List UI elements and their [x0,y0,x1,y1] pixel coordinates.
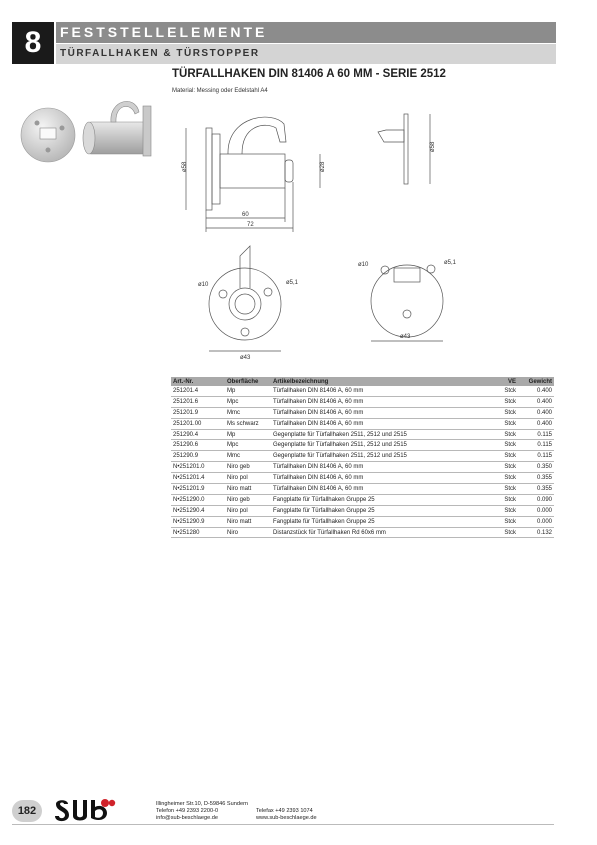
table-cell: 0.355 [518,484,554,495]
table-cell: N•251201.9 [171,484,225,495]
table-cell: 0.115 [518,451,554,462]
table-cell: 0.350 [518,462,554,473]
table-cell: N•251201.0 [171,462,225,473]
table-cell: Niro [225,527,271,538]
table-cell: Stck [492,418,518,429]
table-cell: Stck [492,396,518,407]
col-ve: VE [492,377,518,386]
table-cell: Fangplatte für Türfallhaken Gruppe 25 [271,516,492,527]
table-cell: Stck [492,407,518,418]
table-cell: Distanzstück für Türfallhaken Rd 60x6 mm [271,527,492,538]
table-cell: 251201.6 [171,396,225,407]
table-cell: 0.400 [518,418,554,429]
table-row [171,473,554,484]
table-cell: Mpc [225,396,271,407]
table-row [171,462,554,473]
footer-contact-block [256,808,317,822]
table-cell: Fangplatte für Türfallhaken Gruppe 25 [271,494,492,505]
table-row [171,396,554,407]
table-header-row [171,377,554,386]
section-title: FESTSTELLELEMENTE [56,22,556,43]
table-cell: Ms schwarz [225,418,271,429]
label-d10-left: ø10 [198,282,209,288]
page-number: 182 [12,800,42,822]
table-cell: Stck [492,516,518,527]
table-cell: Türfallhaken DIN 81406 A, 60 mm [271,484,492,495]
col-gewicht: Gewicht [518,377,554,386]
table-cell: 0.400 [518,407,554,418]
label-d51-right: ø5,1 [444,260,457,266]
label-d10-right: ø10 [358,262,369,268]
table-cell: Stck [492,440,518,451]
footer-phone: Telefon +49 2393 2200-0 [156,808,219,815]
table-row [171,386,554,396]
chapter-number: 8 [12,22,54,64]
table-cell: Stck [492,386,518,396]
table-cell: Gegenplatte für Türfallhaken 2511, 2512 und 2515 [271,429,492,440]
table-cell: Niro pol [225,505,271,516]
table-cell: Niro matt [225,484,271,495]
table-row [171,407,554,418]
table-cell: 251201.00 [171,418,225,429]
label-len72: 72 [247,222,254,228]
technical-drawing [172,96,472,366]
table-cell: Gegenplatte für Türfallhaken 2511, 2512 und 2515 [271,451,492,462]
footer-email[interactable]: info@sub-beschlaege.de [156,815,218,822]
footer-website[interactable]: www.sub-beschlaege.de [256,815,317,822]
subsection-title: TÜRFALLHAKEN & TÜRSTOPPER [56,44,556,64]
table-cell: Mpc [225,440,271,451]
table-cell: Türfallhaken DIN 81406 A, 60 mm [271,407,492,418]
label-d28: ø28 [320,161,326,172]
table-cell: 0.400 [518,396,554,407]
footer-fax: Telefax +49 2393 1074 [256,808,313,814]
col-oberflaeche: Oberfläche [225,377,271,386]
table-cell: Stck [492,505,518,516]
table-cell: Fangplatte für Türfallhaken Gruppe 25 [271,505,492,516]
table-cell: Türfallhaken DIN 81406 A, 60 mm [271,462,492,473]
table-row [171,516,554,527]
table-cell: Stck [492,462,518,473]
table-cell: Stck [492,473,518,484]
product-photo [15,90,165,170]
company-logo [54,798,116,824]
product-table [171,377,554,538]
table-cell: Mmc [225,407,271,418]
table-cell: Türfallhaken DIN 81406 A, 60 mm [271,473,492,484]
table-row [171,494,554,505]
table-cell: 251290.6 [171,440,225,451]
table-cell: Türfallhaken DIN 81406 A, 60 mm [271,418,492,429]
table-row [171,440,554,451]
table-cell: N•251290.9 [171,516,225,527]
table-cell: N•251280 [171,527,225,538]
table-row [171,429,554,440]
table-cell: 251201.4 [171,386,225,396]
table-cell: Mp [225,429,271,440]
footer-address-block [156,801,248,823]
table-cell: 0.400 [518,386,554,396]
table-cell: Stck [492,484,518,495]
table-cell: 251201.9 [171,407,225,418]
table-cell: Stck [492,451,518,462]
table-cell: Türfallhaken DIN 81406 A, 60 mm [271,386,492,396]
table-cell: Türfallhaken DIN 81406 A, 60 mm [271,396,492,407]
table-row [171,505,554,516]
table-cell: Stck [492,527,518,538]
table-cell: Niro matt [225,516,271,527]
label-d58-side: ø58 [182,161,188,172]
table-cell: 251290.9 [171,451,225,462]
table-cell: 0.000 [518,516,554,527]
table-cell: 0.355 [518,473,554,484]
table-cell: 251290.4 [171,429,225,440]
table-cell: Niro geb [225,494,271,505]
table-cell: 0.132 [518,527,554,538]
table-cell: Niro geb [225,462,271,473]
table-cell: Gegenplatte für Türfallhaken 2511, 2512 und 2515 [271,440,492,451]
label-d43-left: ø43 [240,355,251,361]
table-cell: Mp [225,386,271,396]
table-cell: 0.000 [518,505,554,516]
label-d58-right: ø58 [430,141,436,152]
table-cell: N•251290.0 [171,494,225,505]
footer-divider [12,824,554,825]
product-title: TÜRFALLHAKEN DIN 81406 A 60 MM - SERIE 2512 [172,68,446,80]
table-cell: 0.090 [518,494,554,505]
table-cell: Stck [492,494,518,505]
footer-address: Illingheimer Str.10, D-59846 Sundern [156,801,249,807]
table-row [171,451,554,462]
table-row [171,418,554,429]
table-cell: N•251201.4 [171,473,225,484]
table-cell: Stck [492,429,518,440]
table-cell: Niro pol [225,473,271,484]
material-note: Material: Messing oder Edelstahl A4 [172,88,268,94]
table-row [171,484,554,495]
col-art-nr: Art.-Nr. [171,377,225,386]
label-len60: 60 [242,212,249,218]
table-cell: N•251290.4 [171,505,225,516]
label-d51-left: ø5,1 [286,280,299,286]
table-cell: 0.115 [518,440,554,451]
col-artikelbezeichnung: Artikelbezeichnung [271,377,492,386]
label-d43-right: ø43 [400,334,411,340]
table-row [171,527,554,538]
table-cell: 0.115 [518,429,554,440]
table-cell: Mmc [225,451,271,462]
